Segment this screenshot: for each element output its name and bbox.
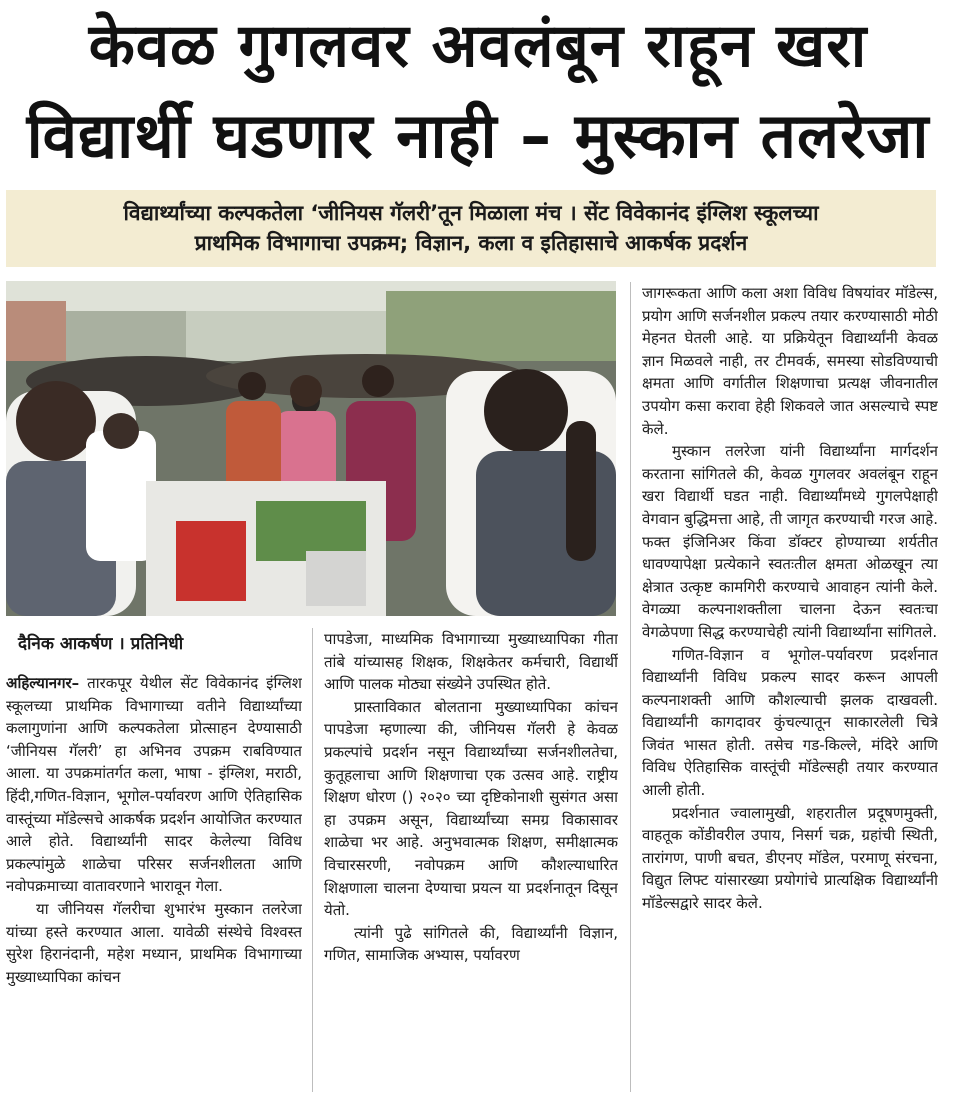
article-column-1: [6, 672, 302, 1092]
paragraph-6: जागरूकता आणि कला अशा विविध विषयांवर मॉडेल्स, प्रयोग आणि सर्जनशील प्रकल्प तयार करण्यासाठी मोठी मेहनत घेतली आहे. या प्रक्रियेतून विद्यार्थ्यांनी केवळ ज्ञान मिळवले नाही, तर टीमवर्क, समस्या सोडविण्याची क्षमता आणि वर्गातील शिक्षणाचा प्रत्यक्ष जीवनातील उपयोग कसा करावा हेही शिकवले जात असल्याचे स्पष्ट केले.: [642, 284, 938, 438]
column-divider-1: [312, 628, 313, 1092]
article-column-2: [324, 628, 618, 1092]
column-divider-2: [630, 282, 631, 1092]
paragraph-8: गणित-विज्ञान व भूगोल-पर्यावरण प्रदर्शनात विद्यार्थ्यांनी विविध प्रकल्प सादर करून आपली कल्पनाशक्ती आणि कौशल्याची झलक दाखवली. विद्यार्थ्यांनी कागदावर कुंचल्यातून साकारलेली चित्रे जिवंत भासत होती. तसेच गड-किल्ले, मंदिरे आणि विविध ऐतिहासिक वास्तूंची मॉडेल्सही तयार करण्यात आली होती.: [642, 645, 938, 800]
subheadline-line-2: प्राथमिक विभागाचा उपक्रम; विज्ञान, कला व इतिहासाचे आकर्षक प्रदर्शन: [194, 231, 748, 255]
paragraph-9: प्रदर्शनात ज्वालामुखी, शहरातील प्रदूषणमुक्ती, वाहतूक कोंडीवरील उपाय, निसर्ग चक्र, ग्रहांची स्थिती, तारांगण, पाणी बचत, डीएनए मॉडेल, परमाणू संरचना, विद्युत लिफ्ट यांसारख्या प्रयोगांचे प्रात्यक्षिक विद्यार्थ्यांनी मॉडेल्सद्वारे सादर केले.: [642, 803, 938, 913]
paragraph-7: मुस्कान तलरेजा यांनी विद्यार्थ्यांना मार्गदर्शन करताना सांगितले की, केवळ गुगलवर अवलंबून राहून खरा विद्यार्थी घडत नाही. विद्यार्थ्यांमध्ये गुगलपेक्षाही वेगवान बुद्धिमत्ता आहे, ती जागृत करण्याची गरज आहे. फक्त इंजिनिअर किंवा डॉक्टर होण्याच्या शर्यतीत धावण्यापेक्षा प्रत्येकाने स्वतःतील क्षमता ओळखून त्या क्षेत्रात उत्कृष्ट कामगिरी करण्याचे आवाहन त्यांनी केले. वेगळ्या कल्पनाशक्तीला चालना देऊन स्वतःचा वेगळेपणा सिद्ध करण्याचेही त्यांनी विद्यार्थ्यांना सांगितले.: [642, 442, 938, 641]
headline-line-1: केवळ गुगलवर अवलंबून राहून खरा: [88, 11, 868, 81]
exhibition-photo: [6, 281, 616, 616]
byline: दैनिक आकर्षण । प्रतिनिधी: [18, 634, 184, 654]
paragraph-5: त्यांनी पुढे सांगितले की, विद्यार्थ्यांनी विज्ञान, गणित, सामाजिक अभ्यास, पर्यावरण: [324, 923, 618, 965]
paragraph-2: या जीनियस गॅलरीचा शुभारंभ मुस्कान तलरेजा यांच्या हस्ते करण्यात आला. यावेळी संस्थेचे विश्वस्त सुरेश हिरानंदानी, महेश मध्यान, प्राथमिक विभागाच्या मुख्याध्यापिका कांचन: [6, 899, 302, 986]
article-column-3: [642, 282, 938, 1092]
paragraph-4: प्रास्ताविकात बोलताना मुख्याध्यापिका कांचन पापडेजा म्हणाल्या की, जीनियस गॅलरी हे केवळ प्रकल्पांचे प्रदर्शन नसून विद्यार्थ्यांच्या सर्जनशीलतेचा, कुतूहलाचा आणि शिक्षणाचा एक उत्सव आहे. राष्ट्रीय शिक्षण धोरण () २०२० च्या दृष्टिकोनाशी सुसंगत असा हा उपक्रम असून, विद्यार्थ्यांच्या समग्र विकासावर शाळेचा भर आहे. अनुभवात्मक शिक्षण, समीक्षात्मक विचारसरणी, नवोपक्रम आणि कौशल्याधारित शिक्षणाला चालना देण्याचा प्रयत्न या प्रदर्शनातून दिसून येतो.: [324, 697, 618, 920]
headline-line-2: विद्यार्थी घडणार नाही – मुस्कान तलरेजा: [26, 99, 930, 172]
subheadline-line-1: विद्यार्थ्यांच्या कल्पकतेला ‘जीनियस गॅलरी’तून मिळाला मंच । सेंट विवेकानंद इंग्लिश स्कूलच्या: [123, 201, 819, 225]
paragraph-3: पापडेजा, माध्यमिक विभागाच्या मुख्याध्यापिका गीता तांबे यांच्यासह शिक्षक, शिक्षकेतर कर्मचारी, विद्यार्थी आणि पालक मोठ्या संख्येने उपस्थित होते.: [324, 630, 618, 694]
subheadline-box: [6, 190, 936, 267]
dateline: अहिल्यानगर–: [6, 674, 80, 692]
paragraph-1-text: तारकपूर येथील सेंट विवेकानंद इंग्लिश स्कूलच्या प्राथमिक विभागाच्या वतीने विद्यार्थ्यांच्या कलागुणांना आणि कल्पकतेला प्रोत्साहन देण्यासाठी ‘जीनियस गॅलरी’ हा अभिनव उपक्रम राबविण्यात आला. या उपक्रमांतर्गत कला, भाषा - इंग्लिश, मराठी, हिंदी,गणित-विज्ञान, भूगोल-पर्यावरण आणि ऐतिहासिक वास्तूंच्या मॉडेल्सचे आकर्षक प्रदर्शन आयोजित करण्यात आले होते. विद्यार्थ्यांनी सादर केलेल्या विविध प्रकल्पांमुळे शाळेचा परिसर सर्जनशीलता आणि नवोपक्रमाच्या वातावरणाने भारावून गेला.: [6, 674, 302, 896]
paragraph-1: [6, 672, 302, 898]
